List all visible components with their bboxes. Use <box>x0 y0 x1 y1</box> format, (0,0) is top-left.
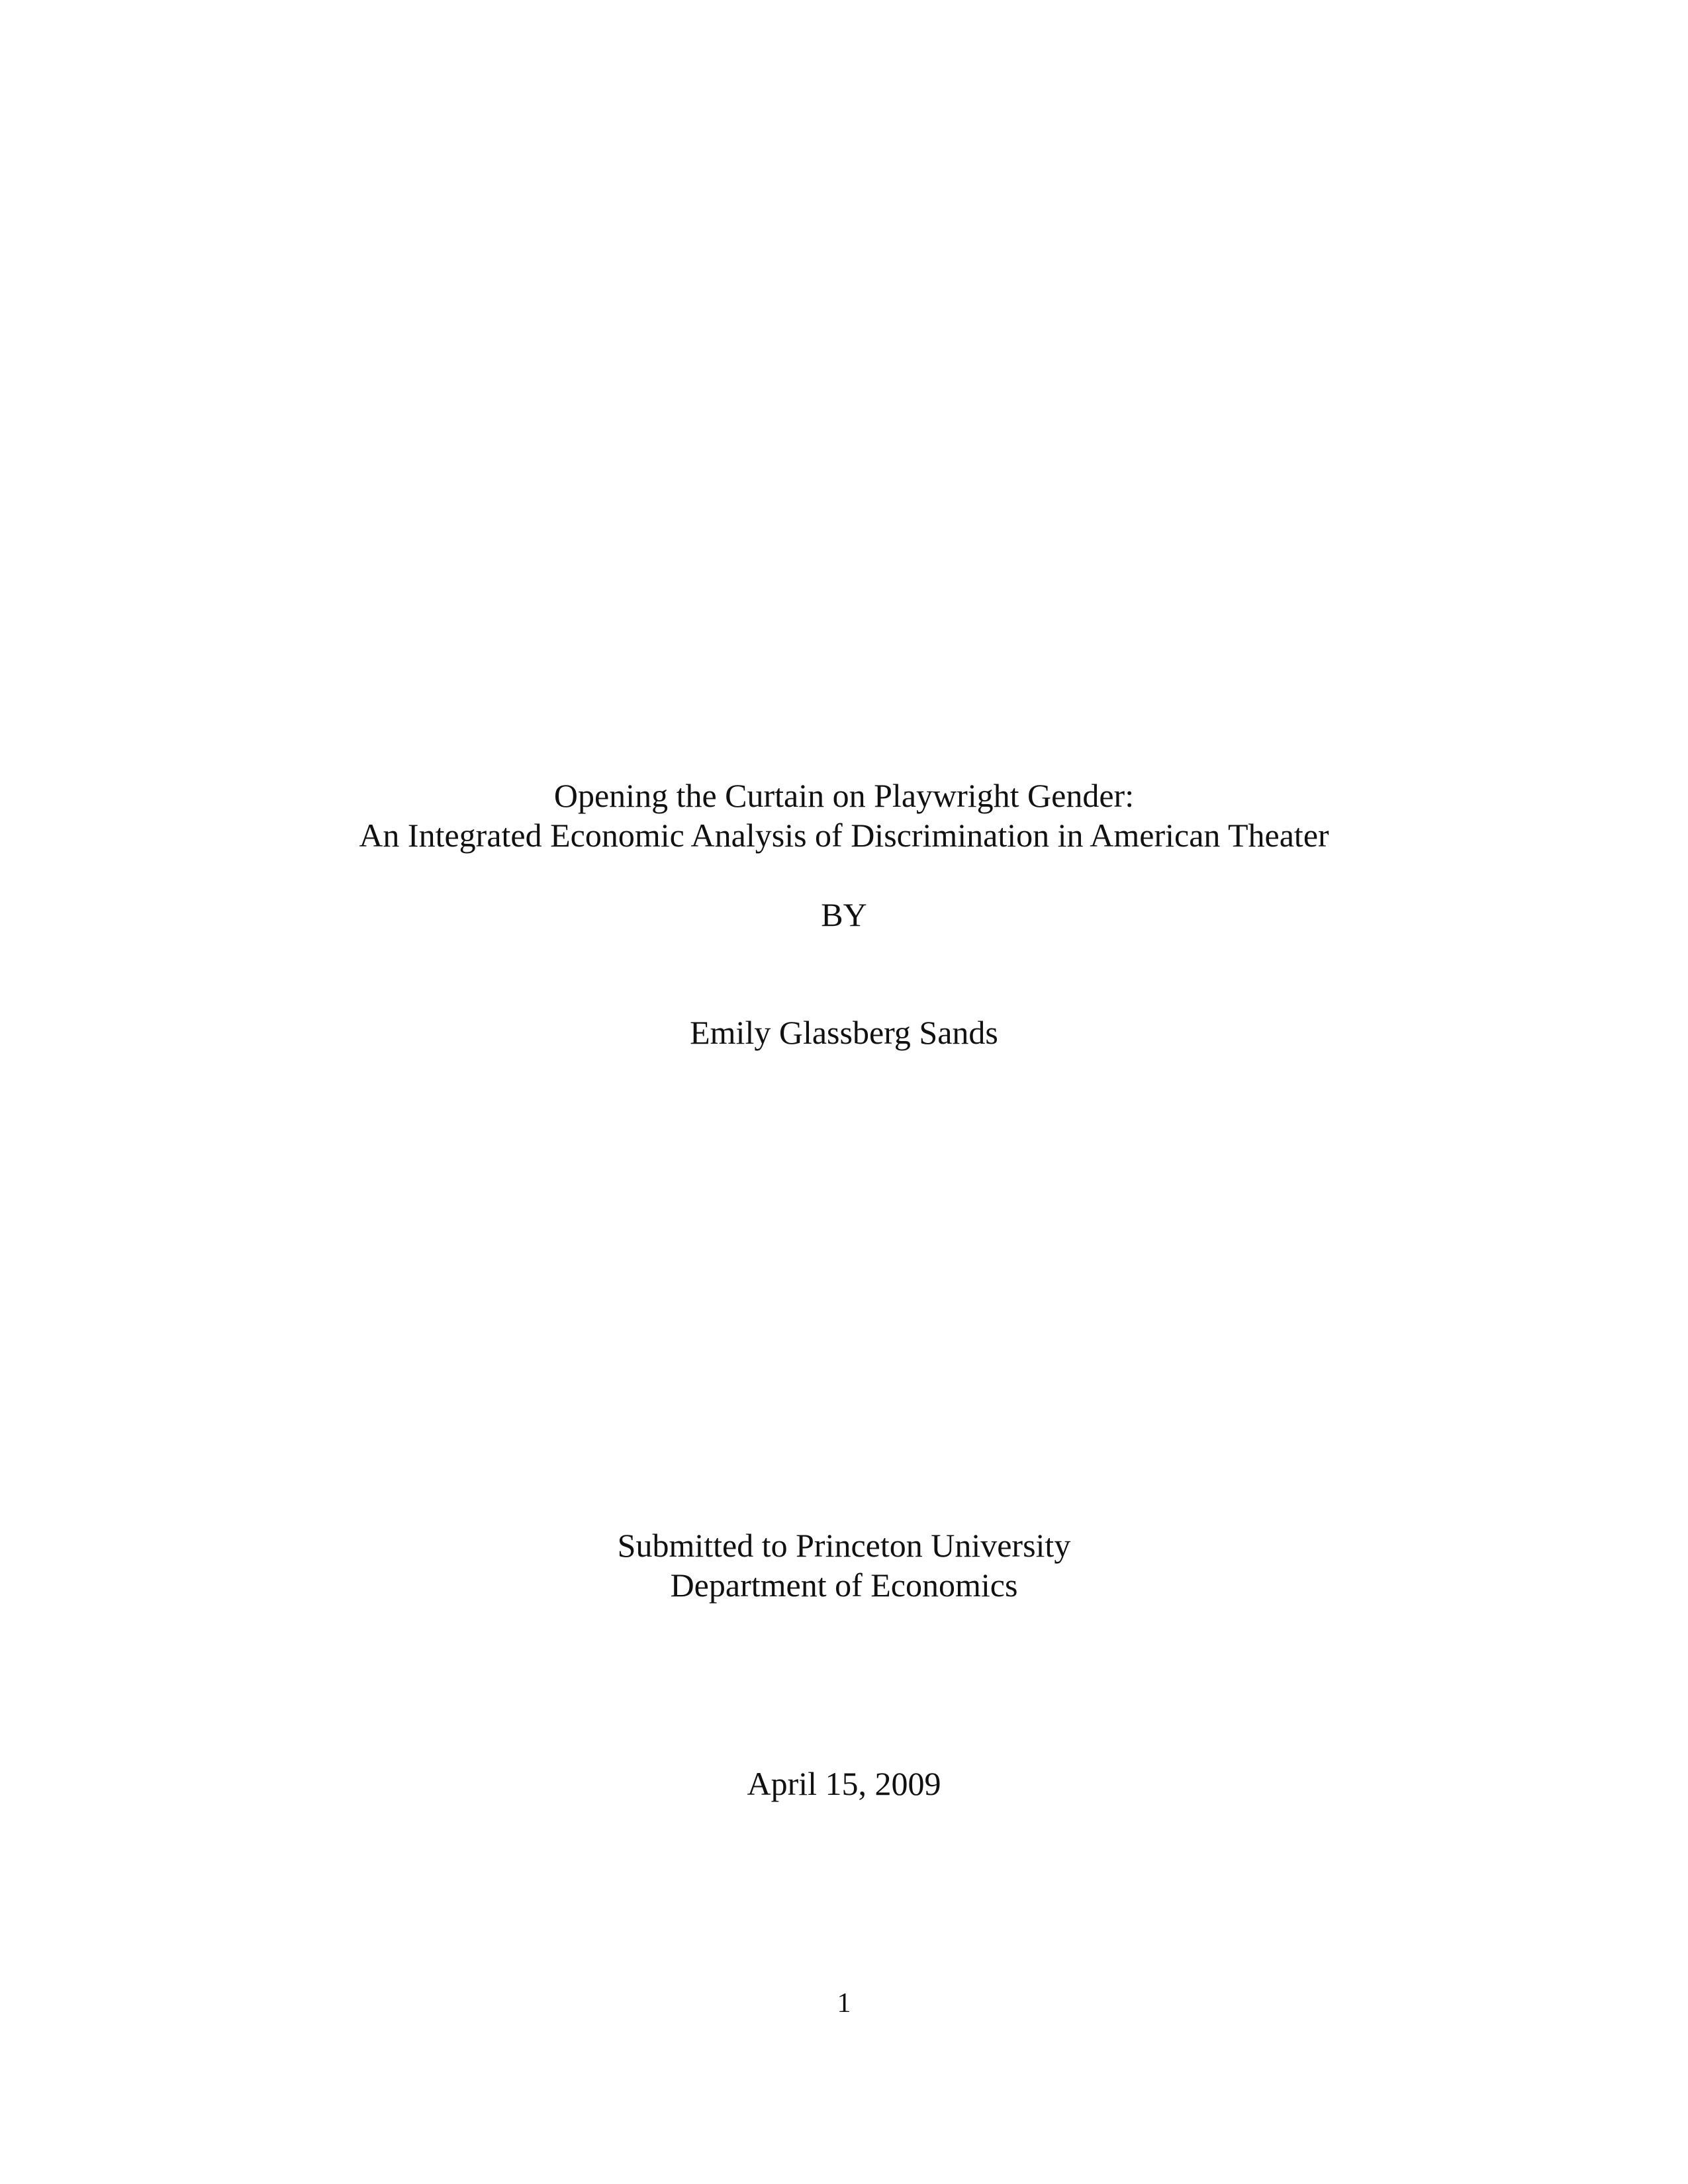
thesis-title-line-2: An Integrated Economic Analysis of Discrimination in American Theater <box>359 817 1329 854</box>
by-label: BY <box>821 896 867 933</box>
submission-department: Department of Economics <box>670 1567 1018 1604</box>
page-number: 1 <box>837 1988 851 2019</box>
author-name: Emily Glassberg Sands <box>690 1014 998 1051</box>
thesis-title-line-1: Opening the Curtain on Playwright Gender: <box>553 777 1135 814</box>
submission-institution: Submitted to Princeton University <box>617 1527 1071 1564</box>
submission-date: April 15, 2009 <box>747 1765 941 1802</box>
